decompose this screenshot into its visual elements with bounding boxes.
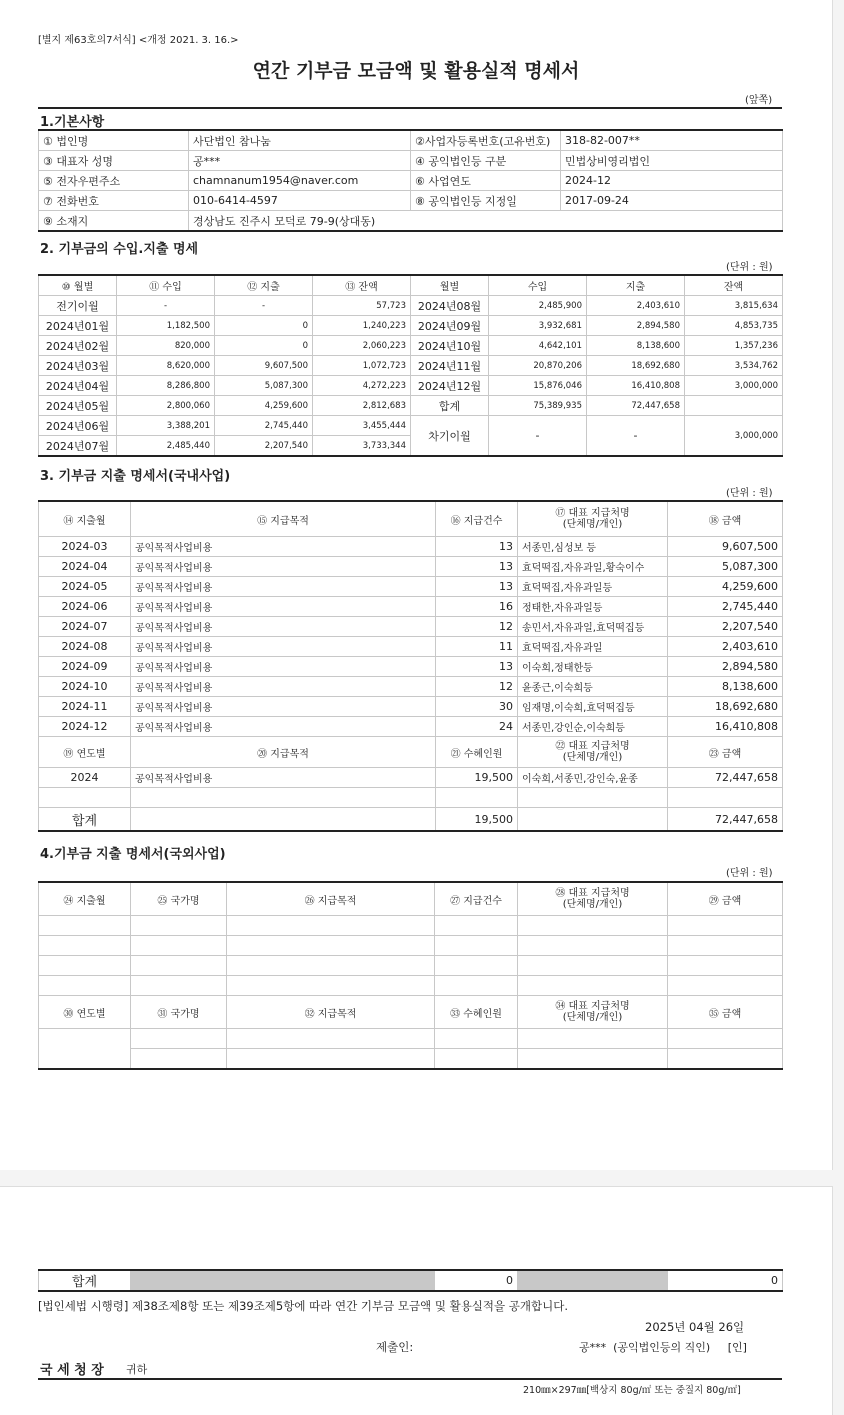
month-cell: 2024년07월: [39, 436, 117, 457]
recipient-suffix: 귀하: [126, 1363, 148, 1376]
table-row: [39, 356, 783, 376]
column-header: ㉘ 대표 지급처명 (단체명/개인): [518, 882, 668, 916]
amount-cell: 5,087,300: [668, 557, 783, 577]
expense-cell: 0: [215, 336, 313, 356]
legal-notice: [법인세법 시행령] 제38조제8항 또는 제39조제5항에 따라 연간 기부금 모금액 및 활용실적을 공개합니다.: [38, 1299, 568, 1313]
table-header-row: [39, 737, 783, 768]
month-cell: 전기이월: [39, 296, 117, 316]
table-header-row: [39, 996, 783, 1029]
total-label-cell: 합계: [411, 396, 489, 416]
info-row: [39, 151, 783, 171]
payee-cell: 효덕떡집,자유과일: [518, 637, 668, 657]
amount-cell: 8,138,600: [668, 677, 783, 697]
document-title: 연간 기부금 모금액 및 활용실적 명세서: [252, 60, 580, 82]
month-cell: 2024-12: [39, 717, 131, 737]
table-header-row: [39, 501, 783, 537]
income-cell: 1,182,500: [117, 316, 215, 336]
paper-spec: 210㎜×297㎜[백상지 80g/㎡ 또는 중질지 80g/㎡]: [523, 1385, 741, 1396]
column-header: ⑱ 금액: [668, 501, 783, 537]
total-count: 0: [435, 1270, 518, 1291]
count-cell: 12: [436, 677, 518, 697]
month-cell: 2024년02월: [39, 336, 117, 356]
section4-unit: (단위 : 원): [726, 868, 773, 879]
balance-cell: 1,357,236: [685, 336, 783, 356]
info-value: chamnanum1954@naver.com: [189, 171, 411, 191]
info-value: 318-82-007**: [561, 130, 783, 151]
payee-cell: 효덕떡집,자유과일등: [518, 577, 668, 597]
amount-cell: 2,745,440: [668, 597, 783, 617]
column-header: ⑳ 지급목적: [131, 737, 436, 768]
column-header: ⑮ 지급목적: [131, 501, 436, 537]
total-count: 19,500: [436, 808, 518, 832]
count-cell: 30: [436, 697, 518, 717]
address-value: 경상남도 진주시 모덕로 79-9(상대동): [189, 211, 783, 232]
balance-cell: [685, 396, 783, 416]
count-cell: 11: [436, 637, 518, 657]
column-header: ㉛ 국가명: [131, 996, 227, 1029]
income-cell: 2,485,900: [489, 296, 587, 316]
payee-cell: 윤종근,이숙희등: [518, 677, 668, 697]
table-row: [39, 936, 783, 956]
income-cell: 2,485,440: [117, 436, 215, 457]
purpose-cell: 공익목적사업비용: [131, 577, 436, 597]
amount-cell: 9,607,500: [668, 537, 783, 557]
payee-cell: 이숙희,서종민,강인숙,윤종: [518, 768, 668, 788]
info-label: ⑤ 전자우편주소: [39, 171, 189, 191]
total-label: 합계: [39, 808, 131, 832]
carry-forward-balance: 3,000,000: [685, 416, 783, 457]
info-label: ⑥ 사업연도: [411, 171, 561, 191]
column-header: ㉜ 지급목적: [227, 996, 435, 1029]
info-label: ⑦ 전화번호: [39, 191, 189, 211]
expense-cell: -: [215, 296, 313, 316]
payee-cell: 효덕떡집,자유과일,황숙이수: [518, 557, 668, 577]
income-cell: 3,932,681: [489, 316, 587, 336]
balance-cell: 1,240,223: [313, 316, 411, 336]
income-cell: -: [117, 296, 215, 316]
info-value: 사단법인 참나눔: [189, 130, 411, 151]
column-header: ㉔ 지출월: [39, 882, 131, 916]
purpose-cell: 공익목적사업비용: [131, 537, 436, 557]
table-row: [39, 637, 783, 657]
info-label: ③ 대표자 성명: [39, 151, 189, 171]
month-cell: 2024-09: [39, 657, 131, 677]
income-cell: 4,642,101: [489, 336, 587, 356]
count-cell: 13: [436, 577, 518, 597]
income-cell: 3,388,201: [117, 416, 215, 436]
purpose-cell: 공익목적사업비용: [131, 697, 436, 717]
info-label: ① 법인명: [39, 130, 189, 151]
month-cell: 2024년09월: [411, 316, 489, 336]
info-value: 2017-09-24: [561, 191, 783, 211]
month-cell: 2024년03월: [39, 356, 117, 376]
column-header: 월별: [411, 275, 489, 296]
amount-cell: 2,403,610: [668, 637, 783, 657]
balance-cell: 57,723: [313, 296, 411, 316]
expense-cell: 2,745,440: [215, 416, 313, 436]
table-row: [39, 976, 783, 996]
info-value: 공***: [189, 151, 411, 171]
count-cell: 13: [436, 657, 518, 677]
table-row: [39, 717, 783, 737]
total-row: [39, 1270, 783, 1291]
info-label: ④ 공익법인등 구분: [411, 151, 561, 171]
month-cell: 2024년12월: [411, 376, 489, 396]
section3-unit: (단위 : 원): [726, 488, 773, 499]
amount-cell: 2,207,540: [668, 617, 783, 637]
column-header: ⑫ 지출: [215, 275, 313, 296]
carry-forward-expense: -: [587, 416, 685, 457]
column-header: ㉗ 지급건수: [435, 882, 518, 916]
table-row: [39, 1029, 783, 1049]
info-row: [39, 171, 783, 191]
amount-cell: 4,259,600: [668, 577, 783, 597]
info-row: [39, 191, 783, 211]
purpose-cell: 공익목적사업비용: [131, 597, 436, 617]
purpose-cell: 공익목적사업비용: [131, 557, 436, 577]
table-row: [39, 537, 783, 557]
table-row: [39, 657, 783, 677]
table-row: [39, 396, 783, 416]
column-header: ㉑ 수혜인원: [436, 737, 518, 768]
column-header: ㉚ 연도별: [39, 996, 131, 1029]
expense-cell: 2,403,610: [587, 296, 685, 316]
column-header: ⑩ 월별: [39, 275, 117, 296]
column-header: ⑪ 수입: [117, 275, 215, 296]
expense-cell: 0: [215, 316, 313, 336]
total-amount: 72,447,658: [668, 808, 783, 832]
column-header: ㉝ 수혜인원: [435, 996, 518, 1029]
column-header: 지출: [587, 275, 685, 296]
income-cell: 8,286,800: [117, 376, 215, 396]
income-cell: 20,870,206: [489, 356, 587, 376]
count-cell: 16: [436, 597, 518, 617]
table-row: [39, 597, 783, 617]
amount-cell: 18,692,680: [668, 697, 783, 717]
expense-cell: 16,410,808: [587, 376, 685, 396]
form-label: [별지 제63호의7서식] <개정 2021. 3. 16.>: [38, 35, 239, 46]
section3-title: 3. 기부금 지출 명세서(국내사업): [40, 469, 231, 484]
submitter-label: 제출인:: [376, 1340, 414, 1354]
column-header: ㉙ 금액: [668, 882, 783, 916]
purpose-cell: 공익목적사업비용: [131, 617, 436, 637]
info-value: 2024-12: [561, 171, 783, 191]
balance-cell: 3,534,762: [685, 356, 783, 376]
purpose-cell: 공익목적사업비용: [131, 657, 436, 677]
column-header: ㉓ 금액: [668, 737, 783, 768]
balance-cell: 4,272,223: [313, 376, 411, 396]
expense-cell: 18,692,680: [587, 356, 685, 376]
column-header: 잔액: [685, 275, 783, 296]
info-label: ②사업자등록번호(고유번호): [411, 130, 561, 151]
count-cell: 12: [436, 617, 518, 637]
info-row: [39, 211, 783, 232]
page-2: [0, 1186, 833, 1415]
section2-unit: (단위 : 원): [726, 262, 773, 273]
info-value: 민법상비영리법인: [561, 151, 783, 171]
table-row: [39, 697, 783, 717]
purpose-cell: 공익목적사업비용: [131, 677, 436, 697]
table-row: [39, 376, 783, 396]
balance-cell: 1,072,723: [313, 356, 411, 376]
balance-cell: 3,000,000: [685, 376, 783, 396]
column-header: ⑬ 잔액: [313, 275, 411, 296]
month-cell: 2024년06월: [39, 416, 117, 436]
payee-cell: 서종민,강인순,이숙희등: [518, 717, 668, 737]
column-header: 수입: [489, 275, 587, 296]
domestic-expense-table: [38, 500, 783, 832]
expense-cell: 4,259,600: [215, 396, 313, 416]
month-cell: 2024년11월: [411, 356, 489, 376]
expense-total-cell: 72,447,658: [587, 396, 685, 416]
amount-cell: 72,447,658: [668, 768, 783, 788]
table-row: [39, 416, 783, 436]
column-header: ⑯ 지급건수: [436, 501, 518, 537]
table-row: [39, 788, 783, 808]
recipient: 국 세 청 장: [40, 1363, 104, 1378]
table-row: [39, 677, 783, 697]
column-header: ㉒ 대표 지급처명 (단체명/개인): [518, 737, 668, 768]
month-cell: 2024-06: [39, 597, 131, 617]
submit-date: 2025년 04월 26일: [645, 1320, 745, 1334]
submitter-signature: 공*** (공익법인등의 직인) [인]: [579, 1341, 747, 1354]
table-row: [39, 577, 783, 597]
income-cell: 2,800,060: [117, 396, 215, 416]
month-cell: 2024-03: [39, 537, 131, 557]
basic-info-table: [38, 129, 783, 232]
column-header: ⑲ 연도별: [39, 737, 131, 768]
month-cell: 2024-11: [39, 697, 131, 717]
amount-cell: 2,894,580: [668, 657, 783, 677]
count-cell: 13: [436, 537, 518, 557]
balance-cell: 2,812,683: [313, 396, 411, 416]
payee-cell: 정태한,자유과일등: [518, 597, 668, 617]
column-header: ⑰ 대표 지급처명 (단체명/개인): [518, 501, 668, 537]
front-side-label: (앞쪽): [745, 95, 773, 106]
column-header: ㉟ 금액: [668, 996, 783, 1029]
month-cell: 2024-08: [39, 637, 131, 657]
table-row: [39, 1049, 783, 1070]
income-cell: 15,876,046: [489, 376, 587, 396]
expense-cell: 9,607,500: [215, 356, 313, 376]
table-row: [39, 768, 783, 788]
column-header: ㉞ 대표 지급처명 (단체명/개인): [518, 996, 668, 1029]
expense-cell: 5,087,300: [215, 376, 313, 396]
info-value: 010-6414-4597: [189, 191, 411, 211]
balance-cell: 2,060,223: [313, 336, 411, 356]
carry-forward-income: -: [489, 416, 587, 457]
purpose-cell: 공익목적사업비용: [131, 768, 436, 788]
column-header: ⑭ 지출월: [39, 501, 131, 537]
balance-cell: 3,455,444: [313, 416, 411, 436]
balance-cell: 3,733,344: [313, 436, 411, 457]
purpose-cell: 공익목적사업비용: [131, 717, 436, 737]
column-header: ㉖ 지급목적: [227, 882, 435, 916]
table-header-row: [39, 882, 783, 916]
table-row: [39, 916, 783, 936]
table-row: [39, 557, 783, 577]
total-row: [39, 808, 783, 832]
table-header-row: [39, 275, 783, 296]
month-cell: 2024년10월: [411, 336, 489, 356]
info-label: ⑧ 공익법인등 지정일: [411, 191, 561, 211]
expense-cell: 2,894,580: [587, 316, 685, 336]
count-cell: 24: [436, 717, 518, 737]
overseas-total-table: [38, 1269, 783, 1292]
month-cell: 2024년04월: [39, 376, 117, 396]
table-row: [39, 617, 783, 637]
payee-cell: 서종민,심성보 등: [518, 537, 668, 557]
month-cell: 2024년01월: [39, 316, 117, 336]
payee-cell: 이숙희,정태한등: [518, 657, 668, 677]
overseas-expense-table: [38, 881, 783, 1070]
month-cell: 2024-04: [39, 557, 131, 577]
year-cell: 2024: [39, 768, 131, 788]
month-cell: 2024년05월: [39, 396, 117, 416]
month-cell: 2024-05: [39, 577, 131, 597]
total-amount: 0: [668, 1270, 783, 1291]
expense-cell: 8,138,600: [587, 336, 685, 356]
count-cell: 13: [436, 557, 518, 577]
income-cell: 8,620,000: [117, 356, 215, 376]
expense-cell: 2,207,540: [215, 436, 313, 457]
purpose-cell: 공익목적사업비용: [131, 637, 436, 657]
section4-title: 4.기부금 지출 명세서(국외사업): [40, 847, 226, 862]
column-header: ㉕ 국가명: [131, 882, 227, 916]
balance-cell: 4,853,735: [685, 316, 783, 336]
info-row: [39, 130, 783, 151]
balance-cell: 3,815,634: [685, 296, 783, 316]
income-total-cell: 75,389,935: [489, 396, 587, 416]
total-label: 합계: [39, 1270, 131, 1291]
payee-cell: 송민서,자유과일,효덕떡집등: [518, 617, 668, 637]
table-row: [39, 316, 783, 336]
payee-cell: 임재명,이숙희,효덕떡집등: [518, 697, 668, 717]
month-cell: 2024-10: [39, 677, 131, 697]
amount-cell: 16,410,808: [668, 717, 783, 737]
month-cell: 2024년08월: [411, 296, 489, 316]
table-row: [39, 296, 783, 316]
income-expense-table: [38, 274, 783, 457]
section2-title: 2. 기부금의 수입.지출 명세: [40, 242, 199, 257]
income-cell: 820,000: [117, 336, 215, 356]
section1-title: 1.기본사항: [40, 115, 105, 130]
month-cell: 2024-07: [39, 617, 131, 637]
beneficiaries-cell: 19,500: [436, 768, 518, 788]
table-row: [39, 956, 783, 976]
address-label: ⑨ 소재지: [39, 211, 189, 232]
carry-forward-label: 차기이월: [411, 416, 489, 457]
table-row: [39, 336, 783, 356]
